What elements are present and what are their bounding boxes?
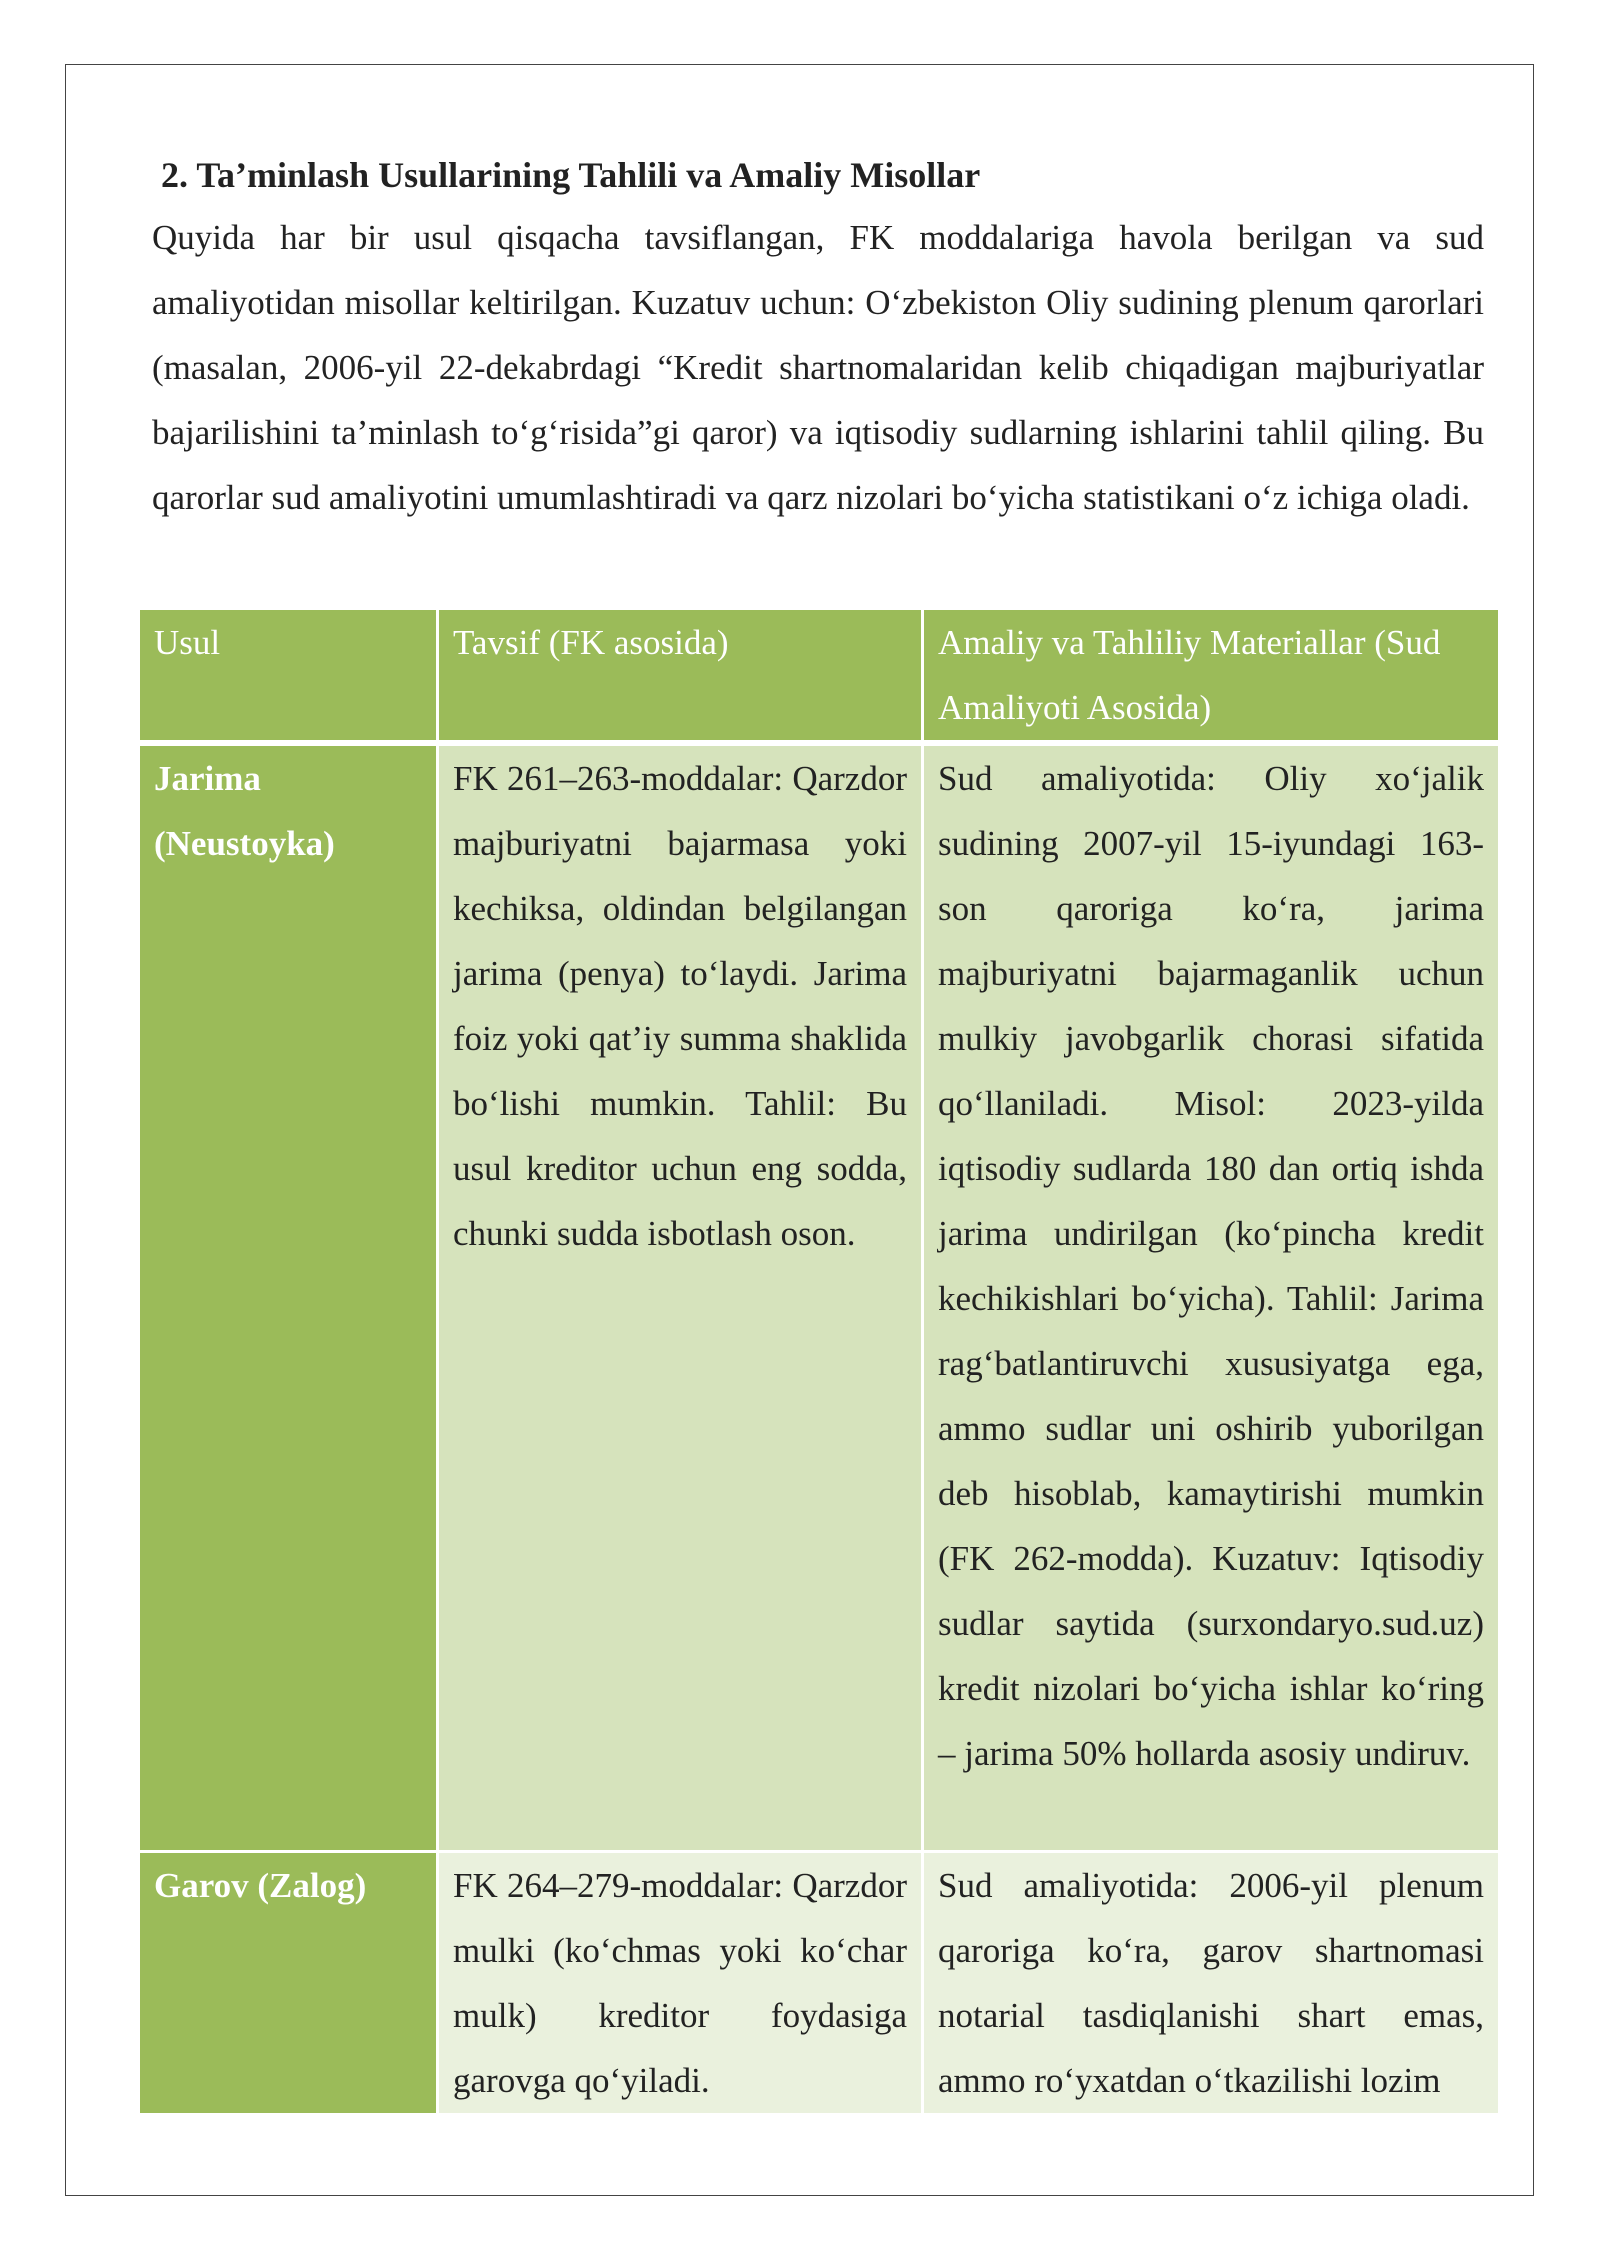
description-cell: FK 264–279-moddalar: Qarzdor mulki (ko‘chmas yoki ko‘char mulk) kreditor foydasiga garovga qo‘yiladi.: [436, 1853, 921, 2113]
header-method: Usul: [140, 610, 436, 746]
header-practice: Amaliy va Tahliliy Materiallar (Sud Amaliyoti Asosida): [921, 610, 1498, 746]
table-row: [140, 746, 1498, 1853]
table-row: [140, 1853, 1498, 2113]
section-content: [152, 145, 1484, 530]
section-heading: 2. Ta’minlash Usullarining Tahlili va Amaliy Misollar: [161, 155, 981, 195]
method-cell: Jarima (Neustoyka): [140, 746, 436, 1853]
table-header-row: [140, 610, 1498, 746]
method-cell: Garov (Zalog): [140, 1853, 436, 2113]
description-cell: FK 261–263-moddalar: Qarzdor majburiyatni bajarmasa yoki kechiksa, oldindan belgilangan jarima (penya) to‘laydi. Jarima foiz yoki qat’iy summa shaklida bo‘lishi mumkin. Tahlil: Bu usul kreditor uchun eng sodda, chunki sudda isbotlash oson.: [436, 746, 921, 1853]
header-description: Tavsif (FK asosida): [436, 610, 921, 746]
practice-cell: Sud amaliyotida: Oliy xo‘jalik sudining 2007-yil 15-iyundagi 163-son qaroriga ko‘ra, jarima majburiyatni bajarmaganlik uchun mulkiy javobgarlik chorasi sifatida qo‘llaniladi. Misol: 2023-yilda iqtisodiy sudlarda 180 dan ortiq ishda jarima undirilgan (ko‘pincha kredit kechikishlari bo‘yicha). Tahlil: Jarima rag‘batlantiruvchi xususiyatga ega, ammo sudlar uni oshirib yuborilgan deb hisoblab, kamaytirishi mumkin (FK 262-modda). Kuzatuv: Iqtisodiy sudlar saytida (surxondaryo.sud.uz) kredit nizolari bo‘yicha ishlar ko‘ring – jarima 50% hollarda asosiy undiruv.: [921, 746, 1498, 1853]
practice-cell: Sud amaliyotida: 2006-yil plenum qaroriga ko‘ra, garov shartnomasi notarial tasdiqlanishi shart emas, ammo ro‘yxatdan o‘tkazilishi lozim: [921, 1853, 1498, 2113]
security-methods-table: [140, 610, 1498, 2113]
intro-paragraph: Quyida har bir usul qisqacha tavsiflangan, FK moddalariga havola berilgan va sud amaliyotidan misollar keltirilgan. Kuzatuv uchun: O‘zbekiston Oliy sudining plenum qarorlari (masalan, 2006-yil 22-dekabrdagi “Kredit shartnomalaridan kelib chiqadigan majburiyatlar bajarilishini ta’minlash to‘g‘risida”gi qaror) va iqtisodiy sudlarning ishlarini tahlil qiling. Bu qarorlar sud amaliyotini umumlashtiradi va qarz nizolari bo‘yicha statistikani o‘z ichiga oladi.: [152, 218, 1484, 517]
